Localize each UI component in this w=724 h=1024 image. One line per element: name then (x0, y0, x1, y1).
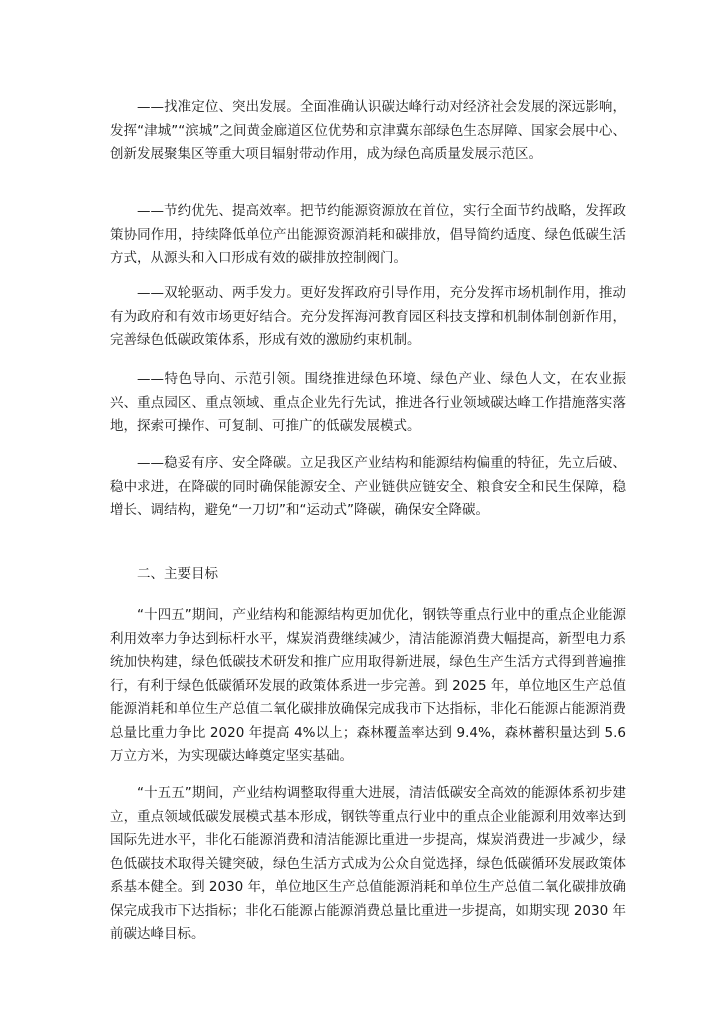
goal-paragraph-15th-five-year: “十五五”期间，产业结构调整取得重大进展，清洁低碳安全高效的能源体系初步建立，重点领域低碳发展模式基本形成，钢铁等重点行业中的重点企业能源利用效率达到国际先进水平，非化石能源消费和清洁能源比重进一步提高，煤炭消费进一步减少，绿色低碳技术取得关键突破，绿色生活方式成为公众自觉选择，绿色低碳循环发展政策体系基本健全。到 2030 年，单位地区生产总值能源消耗和单位生产总值二氧化碳排放确保完成我市下达指标；非化石能源占能源消费总量比重进一步提高，如期实现 2030 年前碳达峰目标。 (110, 785, 626, 942)
principle-paragraph-efficiency: ——节约优先、提高效率。把节约能源资源放在首位，实行全面节约战略，发挥政策协同作用，持续降低单位产出能源资源消耗和碳排放，倡导简约适度、绿色低碳生活方式，从源头和入口形成有效的碳排放控制阀门。 (110, 203, 626, 266)
principle-paragraph-dual-drive: ——双轮驱动、两手发力。更好发挥政府引导作用，充分发挥市场机制作用，推动有为政府和有效市场更好结合。充分发挥海河教育园区科技支撑和机制体制创新作用，完善绿色低碳政策体系，形成有效的激励约束机制。 (110, 285, 626, 348)
principle-paragraph-positioning: ——找准定位、突出发展。全面准确认识碳达峰行动对经济社会发展的深远影响，发挥“津城”“滨城”之间黄金廊道区位优势和京津冀东部绿色生态屏障、国家会展中心、创新发展聚集区等重大项目辐射带动作用，成为绿色高质量发展示范区。 (110, 99, 626, 162)
section-heading-main-goals: 二、主要目标 (137, 566, 218, 582)
principle-paragraph-safe-carbon-reduction: ——稳妥有序、安全降碳。立足我区产业结构和能源结构偏重的特征，先立后破、稳中求进，在降碳的同时确保能源安全、产业链供应链安全、粮食安全和民生保障，稳增长、调结构，避免“一刀切”和“运动式”降碳，确保安全降碳。 (110, 455, 626, 518)
goal-paragraph-14th-five-year: “十四五”期间，产业结构和能源结构更加优化，钢铁等重点行业中的重点企业能源利用效率力争达到标杆水平，煤炭消费继续减少，清洁能源消费大幅提高，新型电力系统加快构建，绿色低碳技术研发和推广应用取得新进展，绿色生产生活方式得到普遍推行，有利于绿色低碳循环发展的政策体系进一步完善。到 2025 年，单位地区生产总值能源消耗和单位生产总值二氧化碳排放确保完成我市下达指标，非化石能源占能源消费总量比重力争比 2020 年提高 4%以上；森林覆盖率达到 9.4%，森林蓄积量达到 5.6 万立方米，为实现碳达峰奠定坚实基础。 (110, 607, 626, 764)
principle-paragraph-demonstration: ——特色导向、示范引领。围绕推进绿色环境、绿色产业、绿色人文，在农业振兴、重点园区、重点领域、重点企业先行先试，推进各行业领域碳达峰工作措施落实落地，探索可操作、可复制、可推广的低碳发展模式。 (110, 371, 626, 434)
